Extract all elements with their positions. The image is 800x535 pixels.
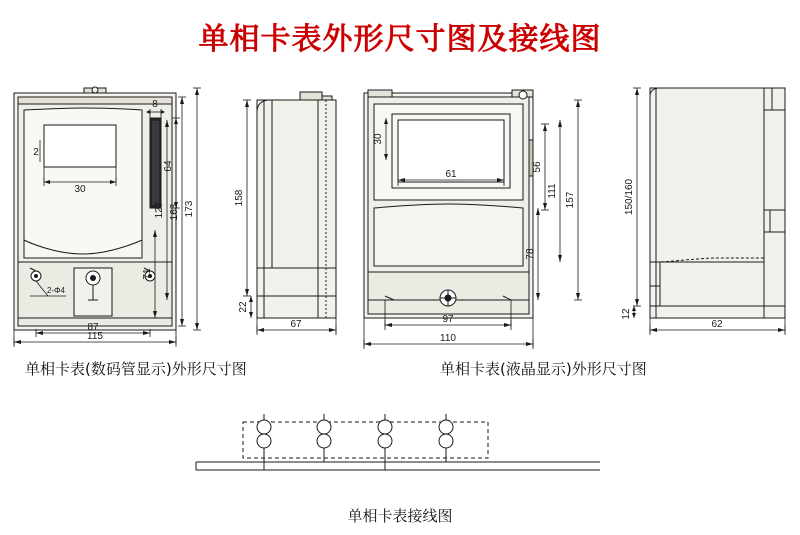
dim-label: 12 bbox=[621, 308, 632, 320]
dim-label: 2 bbox=[33, 147, 39, 158]
dim-label: 2-Φ4 bbox=[47, 286, 65, 295]
dim-label: 111 bbox=[547, 183, 558, 199]
dim-label: 71 bbox=[142, 268, 153, 280]
dim-label: 30 bbox=[373, 133, 384, 145]
caption-digital-view: 单相卡表(数码管显示)外形尺寸图 bbox=[25, 360, 247, 378]
dim-label: 22 bbox=[238, 301, 249, 313]
dim-label: 62 bbox=[711, 319, 723, 330]
side-view-digital bbox=[257, 92, 336, 318]
dim-label: 115 bbox=[87, 331, 103, 342]
dim-label: 61 bbox=[445, 169, 457, 180]
dim-label: 8 bbox=[152, 99, 158, 110]
dim-label: 30 bbox=[74, 184, 86, 195]
front-view-lcd bbox=[364, 90, 533, 318]
wiring-terminal-4 bbox=[439, 414, 453, 462]
dim-label: 157 bbox=[565, 191, 576, 209]
caption-lcd-view: 单相卡表(液晶显示)外形尺寸图 bbox=[440, 360, 647, 378]
dim-label: 64 bbox=[163, 160, 174, 172]
dim-label: 56 bbox=[532, 161, 543, 173]
dim-label: 158 bbox=[234, 189, 245, 207]
wiring-terminal-2 bbox=[317, 414, 331, 462]
dim-label: 127 bbox=[154, 201, 165, 219]
page-title: 单相卡表外形尺寸图及接线图 bbox=[198, 22, 602, 57]
dim-label: 97 bbox=[442, 314, 454, 325]
dim-label: 67 bbox=[290, 319, 302, 330]
side-view-lcd bbox=[650, 88, 785, 318]
dim-label: 163 bbox=[169, 203, 180, 221]
front-view-digital bbox=[14, 87, 176, 330]
dim-label: 173 bbox=[184, 200, 195, 218]
dim-label: 110 bbox=[440, 333, 456, 344]
dim-label: 78 bbox=[525, 248, 536, 260]
wiring-diagram bbox=[196, 414, 600, 470]
dim-label: 87 bbox=[87, 322, 99, 333]
dim-label: 150/160 bbox=[624, 178, 635, 216]
caption-wiring-diagram: 单相卡表接线图 bbox=[347, 507, 453, 525]
